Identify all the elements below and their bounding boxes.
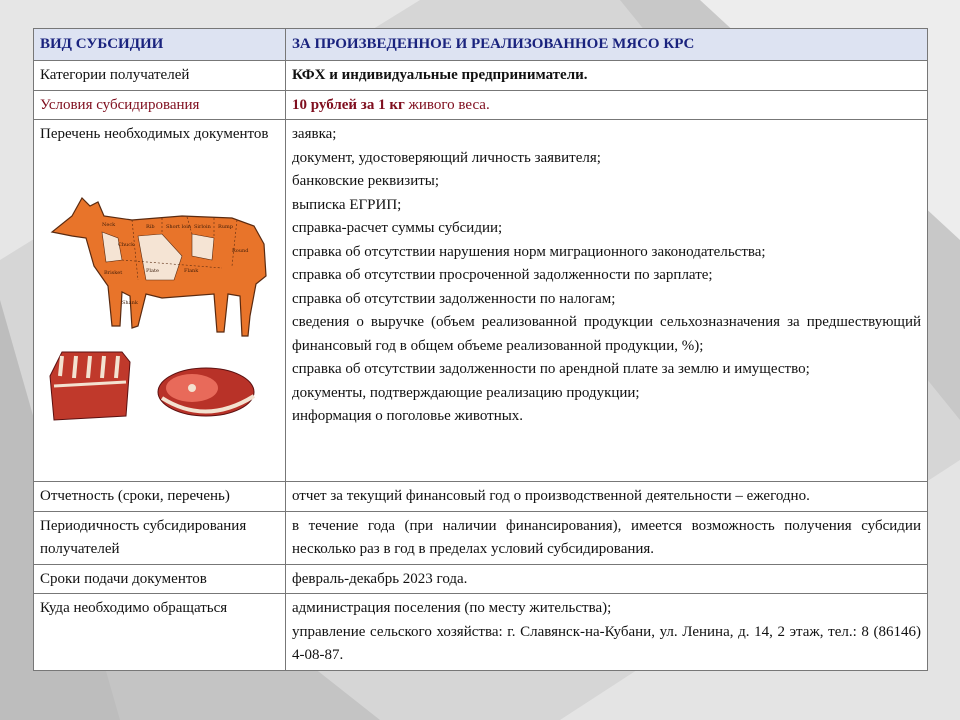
cow-label-chuck: Chuck	[118, 242, 135, 248]
document-item: сведения о выручке (объем реализованной продукции сельхозназначения за предшествующий финансовый год в общем объеме реализованной продукции, %);	[292, 314, 921, 354]
document-item: информация о поголовье животных.	[292, 408, 524, 424]
cow-label-neck: Neck	[102, 222, 116, 228]
periodicity-label: Периодичность субсидирования получателей	[34, 511, 286, 564]
header-subsidy-title: ЗА ПРОИЗВЕДЕННОЕ И РЕАЛИЗОВАННОЕ МЯСО КРС	[286, 29, 928, 61]
document-item: справка-расчет суммы субсидии;	[292, 220, 503, 236]
documents-list	[286, 120, 928, 482]
conditions-value-rest: живого веса.	[404, 96, 490, 113]
row-periodicity	[34, 511, 928, 564]
row-reporting	[34, 482, 928, 512]
document-item: справка об отсутствии задолженности по арендной плате за землю и имущество;	[292, 361, 810, 377]
contacts-value	[286, 594, 928, 671]
contacts-label: Куда необходимо обращаться	[34, 594, 286, 671]
roast-meat-image	[158, 368, 254, 416]
reporting-value: отчет за текущий финансовый год о производственной деятельности – ежегодно.	[286, 482, 928, 512]
document-item: документ, удостоверяющий личность заявителя;	[292, 149, 601, 166]
cow-label-plate: Plate	[146, 268, 159, 274]
document-item: справка об отсутствии нарушения норм миграционного законодательства;	[292, 243, 766, 260]
cow-label-rump: Rump	[218, 224, 233, 230]
cow-label-flank: Flank	[184, 268, 199, 274]
conditions-value	[286, 90, 928, 120]
deadlines-value: февраль-декабрь 2023 года.	[286, 564, 928, 594]
document-item: заявка;	[292, 126, 337, 142]
recipients-value: КФХ и индивидуальные предприниматели.	[286, 61, 928, 91]
document-item: документы, подтверждающие реализацию продукции;	[292, 384, 640, 401]
document-item: выписка ЕГРИП;	[292, 196, 402, 213]
contacts-line-1: администрация поселения (по месту жительства);	[292, 600, 612, 616]
row-deadlines	[34, 564, 928, 594]
row-conditions	[34, 90, 928, 120]
periodicity-value: в течение года (при наличии финансирования), имеется возможность получения субсидии несколько раз в год в пределах условий субсидирования.	[286, 511, 928, 564]
document-item: банковские реквизиты;	[292, 173, 440, 189]
row-recipients	[34, 61, 928, 91]
contacts-line-2: управление сельского хозяйства: г. Славянск-на-Кубани, ул. Ленина, д. 14, 2 этаж, тел.: 8 (86146) 4-08-87.	[292, 623, 921, 663]
document-item: справка об отсутствии задолженности по налогам;	[292, 290, 616, 307]
table-header-row	[34, 29, 928, 61]
cow-label-shank: Shank	[122, 300, 138, 306]
cow-label-rib: Rib	[146, 224, 155, 230]
documents-label: Перечень необходимых документов	[40, 126, 269, 142]
ribs-meat-image	[50, 352, 130, 420]
row-contacts	[34, 594, 928, 671]
cow-label-short-loin: Short loin	[166, 224, 192, 230]
deadlines-label: Сроки подачи документов	[34, 564, 286, 594]
conditions-label: Условия субсидирования	[34, 90, 286, 120]
documents-label-cell	[34, 120, 286, 482]
document-item: справка об отсутствии просроченной задолженности по зарплате;	[292, 267, 713, 283]
cow-label-sirloin: Sirloin	[194, 224, 211, 230]
header-subsidy-type: ВИД СУБСИДИИ	[34, 29, 286, 61]
cow-meat-cuts-illustration	[42, 176, 270, 440]
cow-label-brisket: Brisket	[104, 270, 123, 276]
cow-label-round: Round	[232, 248, 249, 254]
reporting-label: Отчетность (сроки, перечень)	[34, 482, 286, 512]
row-documents	[34, 120, 928, 482]
subsidy-table	[33, 28, 928, 671]
recipients-label: Категории получателей	[34, 61, 286, 91]
conditions-value-bold: 10 рублей за 1 кг	[292, 96, 405, 113]
